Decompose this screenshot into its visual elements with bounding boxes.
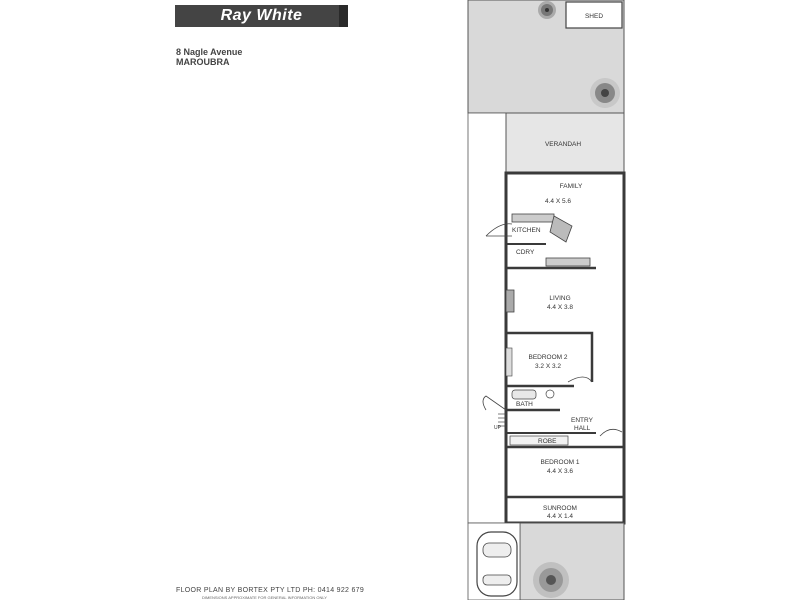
living-label: LIVING [549,295,571,302]
entry-label: ENTRY [571,417,593,424]
sunroom-label: SUNROOM [543,505,577,512]
bedroom1-label: BEDROOM 1 [540,459,580,466]
side-path [468,113,506,523]
tree-icon [533,562,569,598]
address-street: 8 Nagle Avenue [176,47,243,57]
wardrobe [506,348,512,376]
family-dims: 4.4 X 5.6 [544,198,572,205]
sunroom-dims: 4.4 X 1.4 [546,513,574,520]
bedroom2-dims: 3.2 X 3.2 [534,363,562,370]
robe-label: ROBE [538,438,557,445]
bathtub [512,390,536,399]
laundry-bench [546,258,590,266]
car-icon [477,532,517,596]
dimensions-disclaimer: DIMENSIONS APPROXIMATE FOR GENERAL INFORMATION ONLY [202,595,327,600]
basin [546,390,554,398]
floor-plan-credit: FLOOR PLAN BY BORTEX PTY LTD PH: 0414 922 679 [176,587,365,594]
family-label: FAMILY [559,183,583,190]
bath-label: BATH [516,401,533,408]
bedroom1-dims: 4.4 X 3.6 [546,468,574,475]
tree-icon [590,78,620,108]
kitchen-label: KITCHEN [512,227,541,234]
cdry-label: CDRY [516,249,535,256]
bedroom2-label: BEDROOM 2 [528,354,568,361]
hall-label: HALL [574,425,591,432]
kitchen-bench [512,214,554,222]
living-dims: 4.4 X 3.8 [546,304,574,311]
fireplace [506,290,514,312]
verandah-label: VERANDAH [544,141,582,148]
address-suburb: MAROUBRA [176,57,230,67]
up-label: UP [494,425,501,431]
logo-text: Ray White [220,7,303,24]
shed-label: SHED [584,13,604,20]
tree-icon [538,1,556,19]
